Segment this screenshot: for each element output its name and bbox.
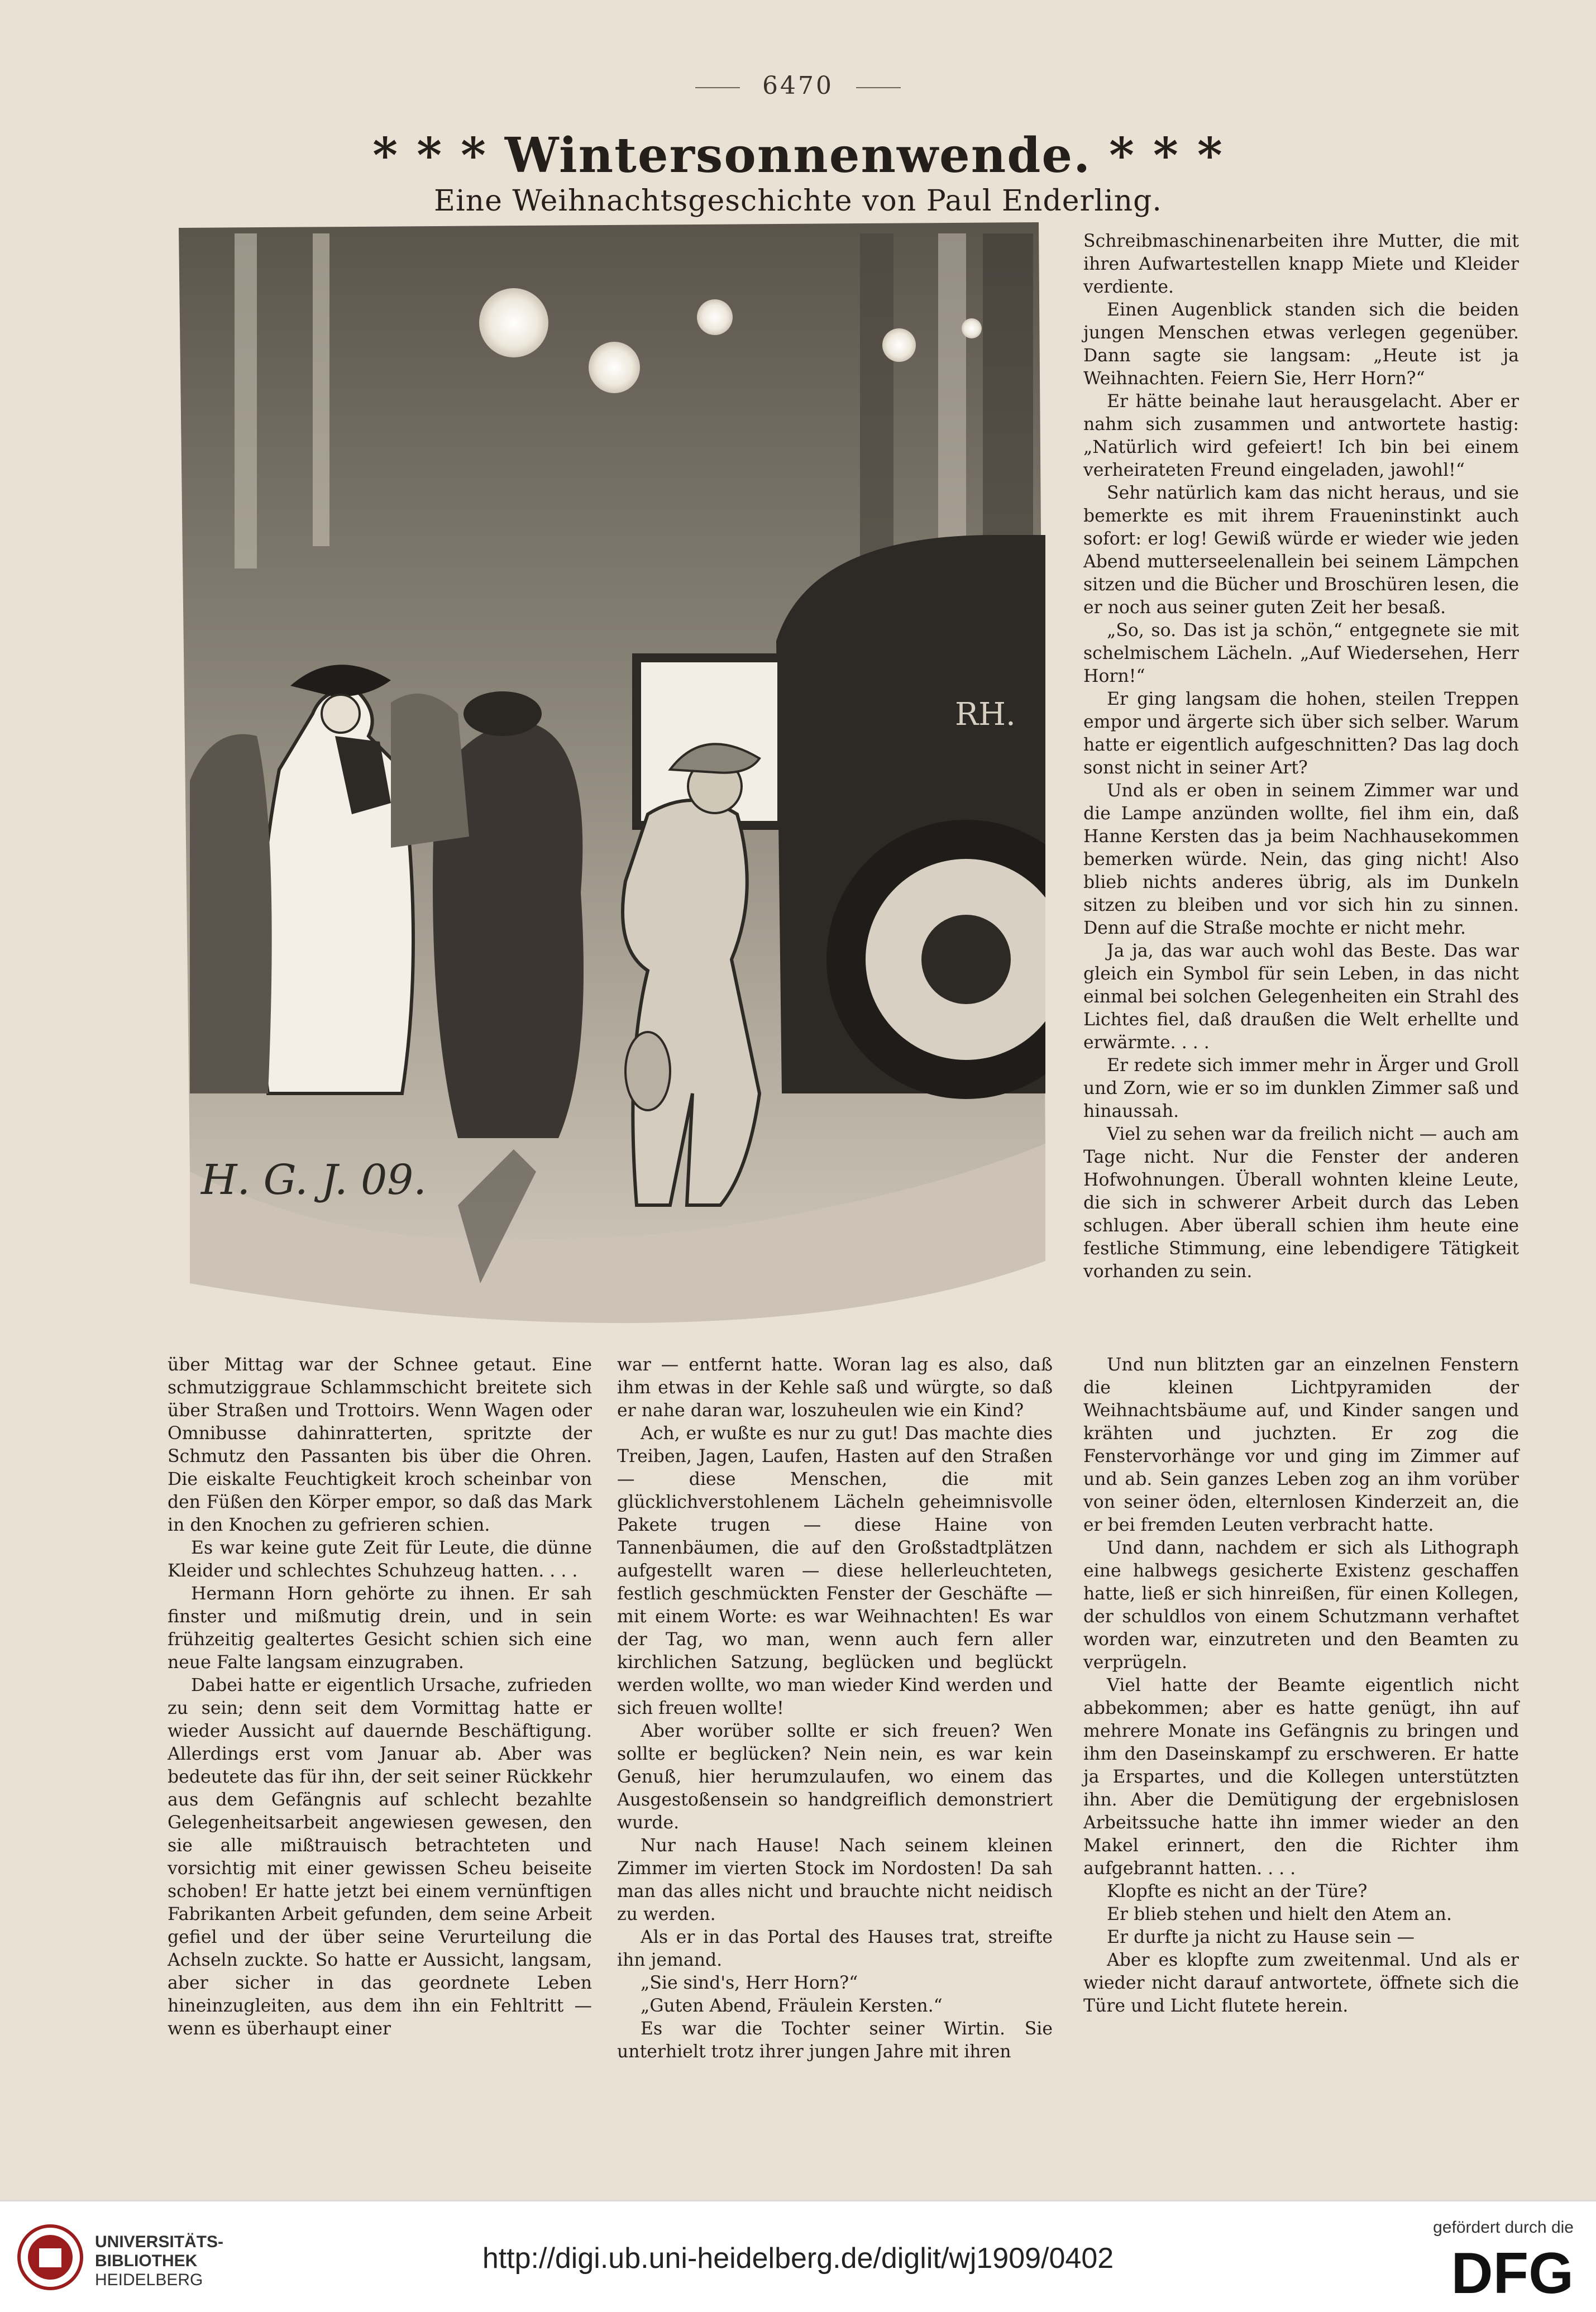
page-number-line <box>0 71 1596 100</box>
paragraph: Aber worüber sollte er sich freuen? Wen sollte er beglücken? Nein nein, es war kein Genuß, hier herumzulaufen, wo einem das Ausgestoßensein so handgreiflich demonstriert wurde. <box>617 1721 1053 1833</box>
paragraph: Es war die Tochter seiner Wirtin. Sie unterhielt trotz ihrer jungen Jahre mit ihren <box>617 2019 1053 2062</box>
crowd-figure <box>391 694 469 848</box>
ornament-rule-right <box>856 87 901 88</box>
paragraph: Klopfte es nicht an der Türe? <box>1107 1881 1368 1902</box>
column-right-of-illustration <box>1083 230 1519 1283</box>
old-man-walking <box>623 800 759 1205</box>
paragraph: Als er in das Portal des Hauses trat, streifte ihn jemand. <box>617 1927 1053 1970</box>
paragraph: Viel hatte der Beamte eigentlich nicht abbekommen; aber es hatte genügt, ihn auf mehrere Monate ins Gefängnis zu bringen und ihm den Daseinskampf zu erschweren. Er hatte ja Erspartes, und die Kollegen unterstützten ihn. Aber die Demütigung der ergebnislosen Arbeitssuche hatte ihn immer wieder an den Makel erinnert, den die Richter ihm aufgebrannt hatten. . . . <box>1083 1675 1519 1879</box>
digitization-footer <box>0 2200 1596 2312</box>
crowd-figure <box>190 734 272 1093</box>
street-scene-illustration <box>168 222 1045 1339</box>
dfg-logo <box>1428 2244 1574 2300</box>
street-lamp <box>589 342 640 393</box>
street-lamp <box>882 328 916 362</box>
paragraph: Er hätte beinahe laut herausgelacht. Aber er nahm sich zusammen und antwortete hastig: „Natürlich wird gefeiert! Ich bin bei einem verheirateten Freund eingeladen, jawohl!“ <box>1083 391 1519 480</box>
truck-lettering: RH. <box>955 696 1016 733</box>
story-subtitle: Eine Weihnachtsgeschichte von Paul Enderling. <box>434 184 1162 218</box>
paragraph: Er ging langsam die hohen, steilen Treppen empor und ärgerte sich über sich selber. Warum hatte er eigentlich aufgeschnitten? Das lag doch sonst nicht in seiner Art? <box>1083 689 1519 778</box>
paragraph: Hermann Horn gehörte zu ihnen. Er sah finster und mißmutig drein, und in sein frühzeitig gealtertes Gesicht schien sich eine neue Falte langsam einzugraben. <box>168 1584 592 1673</box>
paragraph: Nur nach Hause! Nach seinem kleinen Zimmer im vierten Stock im Nordosten! Da sah man das alles nicht und brauchte nicht neidisch zu werden. <box>617 1836 1053 1924</box>
paragraph: Sehr natürlich kam das nicht heraus, und sie bemerkte es mit ihrem Fraueninstinkt auch sofort: er log! Gewiß würde er wieder wie jeden Abend mutterseelenallein bei seinem Lämpchen sitzen und die Bücher und Broschüren lesen, die er noch aus seiner guten Zeit her besaß. <box>1083 483 1519 618</box>
story-title: * * * Wintersonnenwende. * * * <box>372 127 1224 184</box>
paragraph: Er durfte ja nicht zu Hause sein — <box>1107 1927 1415 1947</box>
funding-claim: gefördert durch die <box>1433 2218 1574 2237</box>
paragraph: Und dann, nachdem er sich als Lithograph eine halbwegs gesicherte Existenz geschaffen hatte, ließ er sich hinreißen, für einen Kollegen, der schuldlos von einem Schutzmann verhaftet worden war, einzutreten und den Beamten zu verprügeln. <box>1083 1538 1519 1673</box>
paragraph: Dabei hatte er eigentlich Ursache, zufrieden zu sein; denn seit dem Vormittag hatte er wieder Aussicht auf dauernde Beschäftigung. Allerdings erst vom Januar ab. Aber was bedeutete das für ihn, der seit seiner Rückkehr aus dem Gefängnis auf schlecht bezahlte Gelegenheitsarbeit angewiesen gewesen, den sie alle mißtrauisch betrachteten und vorsichtig mit einer gewissen Scheu beiseite schoben! Er hatte jetzt bei einem vernünftigen Fabrikanten Arbeit gefunden, dem seine Arbeit gefiel und der über seine Verurteilung die Achseln zuckte. So hatte er Aussicht, langsam, aber sicher in das geordnete Leben hineinzugleiten, aus dem ihn ein Fehltritt — wenn es überhaupt einer <box>168 1675 592 2039</box>
paragraph: Es war keine gute Zeit für Leute, die dünne Kleider und schlechtes Schuhzeug hatten. . . . <box>168 1538 592 1581</box>
dfg-logo-text: DFG <box>1451 2244 1574 2300</box>
paragraph: Er redete sich immer mehr in Ärger und Groll und Zorn, wie er so im dunklen Zimmer saß und hinaussah. <box>1083 1055 1519 1121</box>
column-bottom-left <box>168 1354 592 2041</box>
paragraph: über Mittag war der Schnee getaut. Eine schmutziggraue Schlammschicht breitete sich über Straßen und Trottoirs. Wenn Wagen oder Omnibusse dahinratterten, spritzte der Schmutz den Passanten bis über die Ohren. Die eiskalte Feuchtigkeit kroch scheinbar von den Füßen den Körper empor, so daß das Mark in den Knochen zu gefrieren schien. <box>168 1355 592 1535</box>
paragraph: Und als er oben in seinem Zimmer war und die Lampe anzünden wollte, fiel ihm ein, daß Hanne Kersten das ja beim Nachhausekommen bemerken würde. Nein, das ging nicht! Also blieb nichts anderes übrig, als im Dunkeln sitzen zu bleiben und vor sich hin zu sinnen. Denn auf die Straße mochte er nicht mehr. <box>1083 781 1519 938</box>
street-lamp <box>962 318 982 338</box>
paragraph: „Sie sind's, Herr Horn?“ <box>641 1973 858 1993</box>
street-lamp <box>479 288 548 357</box>
paragraph: Aber es klopfte zum zweitenmal. Und als er wieder nicht darauf antwortete, öffnete sich die Türe und Licht flutete herein. <box>1083 1950 1519 2016</box>
paragraph: Er blieb stehen und hielt den Atem an. <box>1107 1904 1452 1924</box>
paragraph: Viel zu sehen war da freilich nicht — auch am Tage nicht. Nur die Fenster der anderen Hofwohnungen. Überall wohnten kleine Leute, die sich in schwerer Arbeit durch das Leben schlugen. Aber überall schien ihm heute eine festliche Stimmung, eine lebendigere Tätigkeit vorhanden zu sein. <box>1083 1124 1519 1282</box>
paragraph: Ach, er wußte es nur zu gut! Das machte dies Treiben, Jagen, Laufen, Hasten auf den Straßen — diese Menschen, die mit glücklichverstohlenem Lächeln geheimnisvolle Pakete trugen — diese Haine von Tannenbäumen, die auf den Großstadtplätzen aufgestellt waren — diese hellerleuchteten, festlich geschmückten Fenster der Geschäfte — mit einem Worte: es war Weihnachten! Es war der Tag, wo man, wenn auch fern aller kirchlichen Satzung, beglücken und beglückt werden wollte, wo man wieder Kind werden und sich freuen wollte! <box>617 1423 1053 1718</box>
library-name: UNIVERSITÄTS- BIBLIOTHEK HEIDELBERG <box>95 2233 224 2289</box>
artist-signature: H. G. J. 09. <box>201 1156 427 1204</box>
column-bottom-middle <box>617 1354 1053 2063</box>
parcel <box>625 1032 670 1110</box>
paragraph: Schreibmaschinenarbeiten ihre Mutter, die mit ihren Aufwartestellen knapp Miete und Kleider verdiente. <box>1083 231 1519 297</box>
paragraph: Ja ja, das war auch wohl das Beste. Das war gleich ein Symbol für sein Leben, in das nicht einmal bei solchen Gelegenheiten ein Strahl des Lichtes fiel, daß draußen die Welt erhellte und erwärmte. . . . <box>1083 941 1519 1053</box>
page-number: 6470 <box>762 71 834 100</box>
paragraph: „So, so. Das ist ja schön,“ entgegnete sie mit schelmischem Lächeln. „Auf Wiedersehen, Herr Horn!“ <box>1083 620 1519 686</box>
paragraph: „Guten Abend, Fräulein Kersten.“ <box>641 1996 943 2016</box>
paragraph: Und nun blitzten gar an einzelnen Fenstern die kleinen Lichtpyramiden der Weihnachtsbäume auf, und Kinder sangen und krähten und juchzten. Er zog die Fenstervorhänge vor und ging im Zimmer auf und ab. Sein ganzes Leben zog an ihm vorüber von seiner öden, elternlosen Kinderzeit an, die er bei fremden Leuten verbracht hatte. <box>1083 1355 1519 1535</box>
permalink-url[interactable]: http://digi.ub.uni-heidelberg.de/diglit/wj1909/0402 <box>482 2242 1114 2275</box>
ornament-rule-left <box>695 87 740 88</box>
paragraph: war — entfernt hatte. Woran lag es also, daß ihm etwas in der Kehle saß und würgte, so daß er nahe daran war, loszuheulen wie ein Kind? <box>617 1355 1053 1421</box>
street-lamp <box>697 299 733 335</box>
column-bottom-right <box>1083 1354 1519 2018</box>
paragraph: Einen Augenblick standen sich die beiden jungen Menschen etwas verlegen gegenüber. Dann sagte sie langsam: „Heute ist ja Weihnachten. Feiern Sie, Herr Horn?“ <box>1083 300 1519 389</box>
